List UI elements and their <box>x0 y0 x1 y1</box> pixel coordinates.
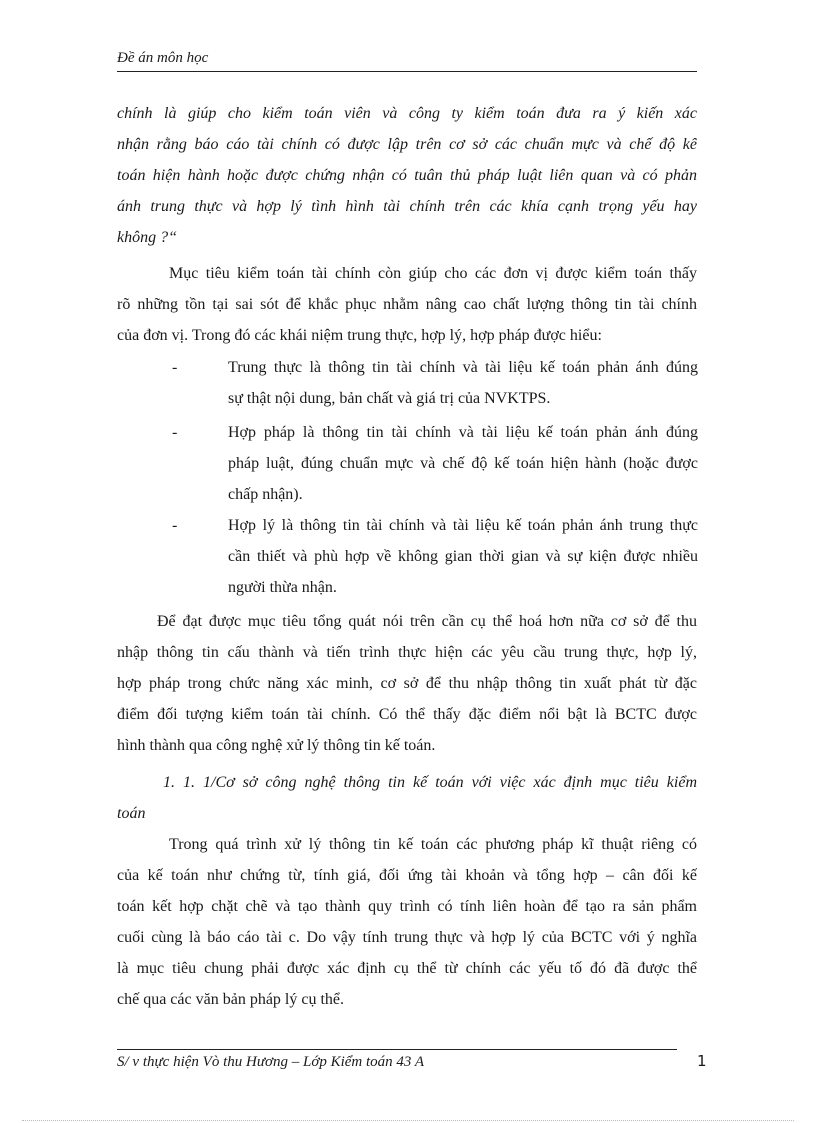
text-line: Trung thực là thông tin tài chính và tài liệu kế toán phản ánh đúng <box>228 359 698 376</box>
section-heading <box>117 767 697 829</box>
text-line: cần thiết và phù hợp về không gian thời gian và sự kiện được nhiều <box>228 548 698 565</box>
paragraph-general-objective <box>117 606 697 761</box>
paragraph-objectives <box>117 258 697 351</box>
page-bottom-border <box>22 1120 794 1121</box>
text-line: nhập thông tin cấu thành và tiến trình thực hiện các yêu cầu trung thực, hợp lý, <box>117 644 697 661</box>
footer-divider <box>117 1049 677 1050</box>
text-line: của kế toán như chứng từ, tính giá, đối ứng tài khoản và tổng hợp – cân đối kế <box>117 867 697 884</box>
text-line: Hợp pháp là thông tin tài chính và tài liệu kế toán phản ánh đúng <box>228 424 698 441</box>
text-line: rõ những tồn tại sai sót để khắc phục nhằm nâng cao chất lượng thông tin tài chính <box>117 296 697 313</box>
bullet-dash: - <box>172 517 178 534</box>
text-line: sự thật nội dung, bản chất và giá trị của NVKTPS. <box>228 390 551 407</box>
text-line: 1. 1. 1/Cơ sở công nghệ thông tin kế toán với việc xác định mục tiêu kiểm <box>163 774 697 791</box>
text-line: Mục tiêu kiểm toán tài chính còn giúp cho các đơn vị được kiểm toán thấy <box>169 265 697 282</box>
text-line: cuối cùng là báo cáo tài c. Do vậy tính trung thực và hợp lý của BCTC với ý nghĩa <box>117 929 697 946</box>
text-line: người thừa nhận. <box>228 579 337 596</box>
text-line: toán kết hợp chặt chẽ và tạo thành quy trình có tính liên hoàn để tạo ra sản phẩm <box>117 898 697 915</box>
text-line: Trong quá trình xử lý thông tin kế toán các phương pháp kĩ thuật riêng có <box>169 836 697 853</box>
text-line: chính là giúp cho kiểm toán viên và công ty kiểm toán đưa ra ý kiến xác <box>117 105 697 122</box>
bullet-dash: - <box>172 359 178 376</box>
text-line: toán <box>117 805 146 822</box>
paragraph-accounting-technology <box>117 829 697 1015</box>
text-line: Để đạt được mục tiêu tổng quát nói trên cần cụ thể hoá hơn nữa cơ sở để thu <box>157 613 697 630</box>
text-line: ánh trung thực và hợp lý tình hình tài chính trên các khía cạnh trọng yếu hay <box>117 198 697 215</box>
page-number: 1 <box>697 1052 707 1070</box>
text-line: là mục tiêu chung phải được xác định cụ thể từ chính các yếu tố đó đã được thể <box>117 960 697 977</box>
text-line: nhận rằng báo cáo tài chính có được lập trên cơ sở các chuẩn mực và chế độ kế <box>117 136 697 153</box>
text-line: hình thành qua công nghệ xử lý thông tin kế toán. <box>117 737 436 754</box>
header-divider <box>117 71 697 72</box>
text-line: toán hiện hành hoặc được chứng nhận có tuân thủ pháp luật liên quan và có phản <box>117 167 697 184</box>
text-line: hợp pháp trong chức năng xác minh, cơ sở để thu nhập thông tin xuất phát từ đặc <box>117 675 697 692</box>
bullet-dash: - <box>172 424 178 441</box>
running-header: Đề án môn học <box>117 50 209 66</box>
text-line: không ?“ <box>117 229 177 246</box>
running-footer: S/ v thực hiện Vò thu Hương – Lớp Kiểm toán 43 A <box>117 1054 425 1070</box>
text-line: chấp nhận). <box>228 486 303 503</box>
text-line: điểm đối tượng kiểm toán tài chính. Có thể thấy đặc điểm nổi bật là BCTC được <box>117 706 697 723</box>
text-line: chế qua các văn bản pháp lý cụ thể. <box>117 991 345 1008</box>
text-line: Hợp lý là thông tin tài chính và tài liệu kế toán phản ánh trung thực <box>228 517 698 534</box>
intro-italic-paragraph <box>117 98 697 253</box>
text-line: pháp luật, đúng chuẩn mực và chế độ kế toán hiện hành (hoặc được <box>228 455 698 472</box>
text-line: của đơn vị. Trong đó các khái niệm trung thực, hợp lý, hợp pháp được hiểu: <box>117 327 602 344</box>
